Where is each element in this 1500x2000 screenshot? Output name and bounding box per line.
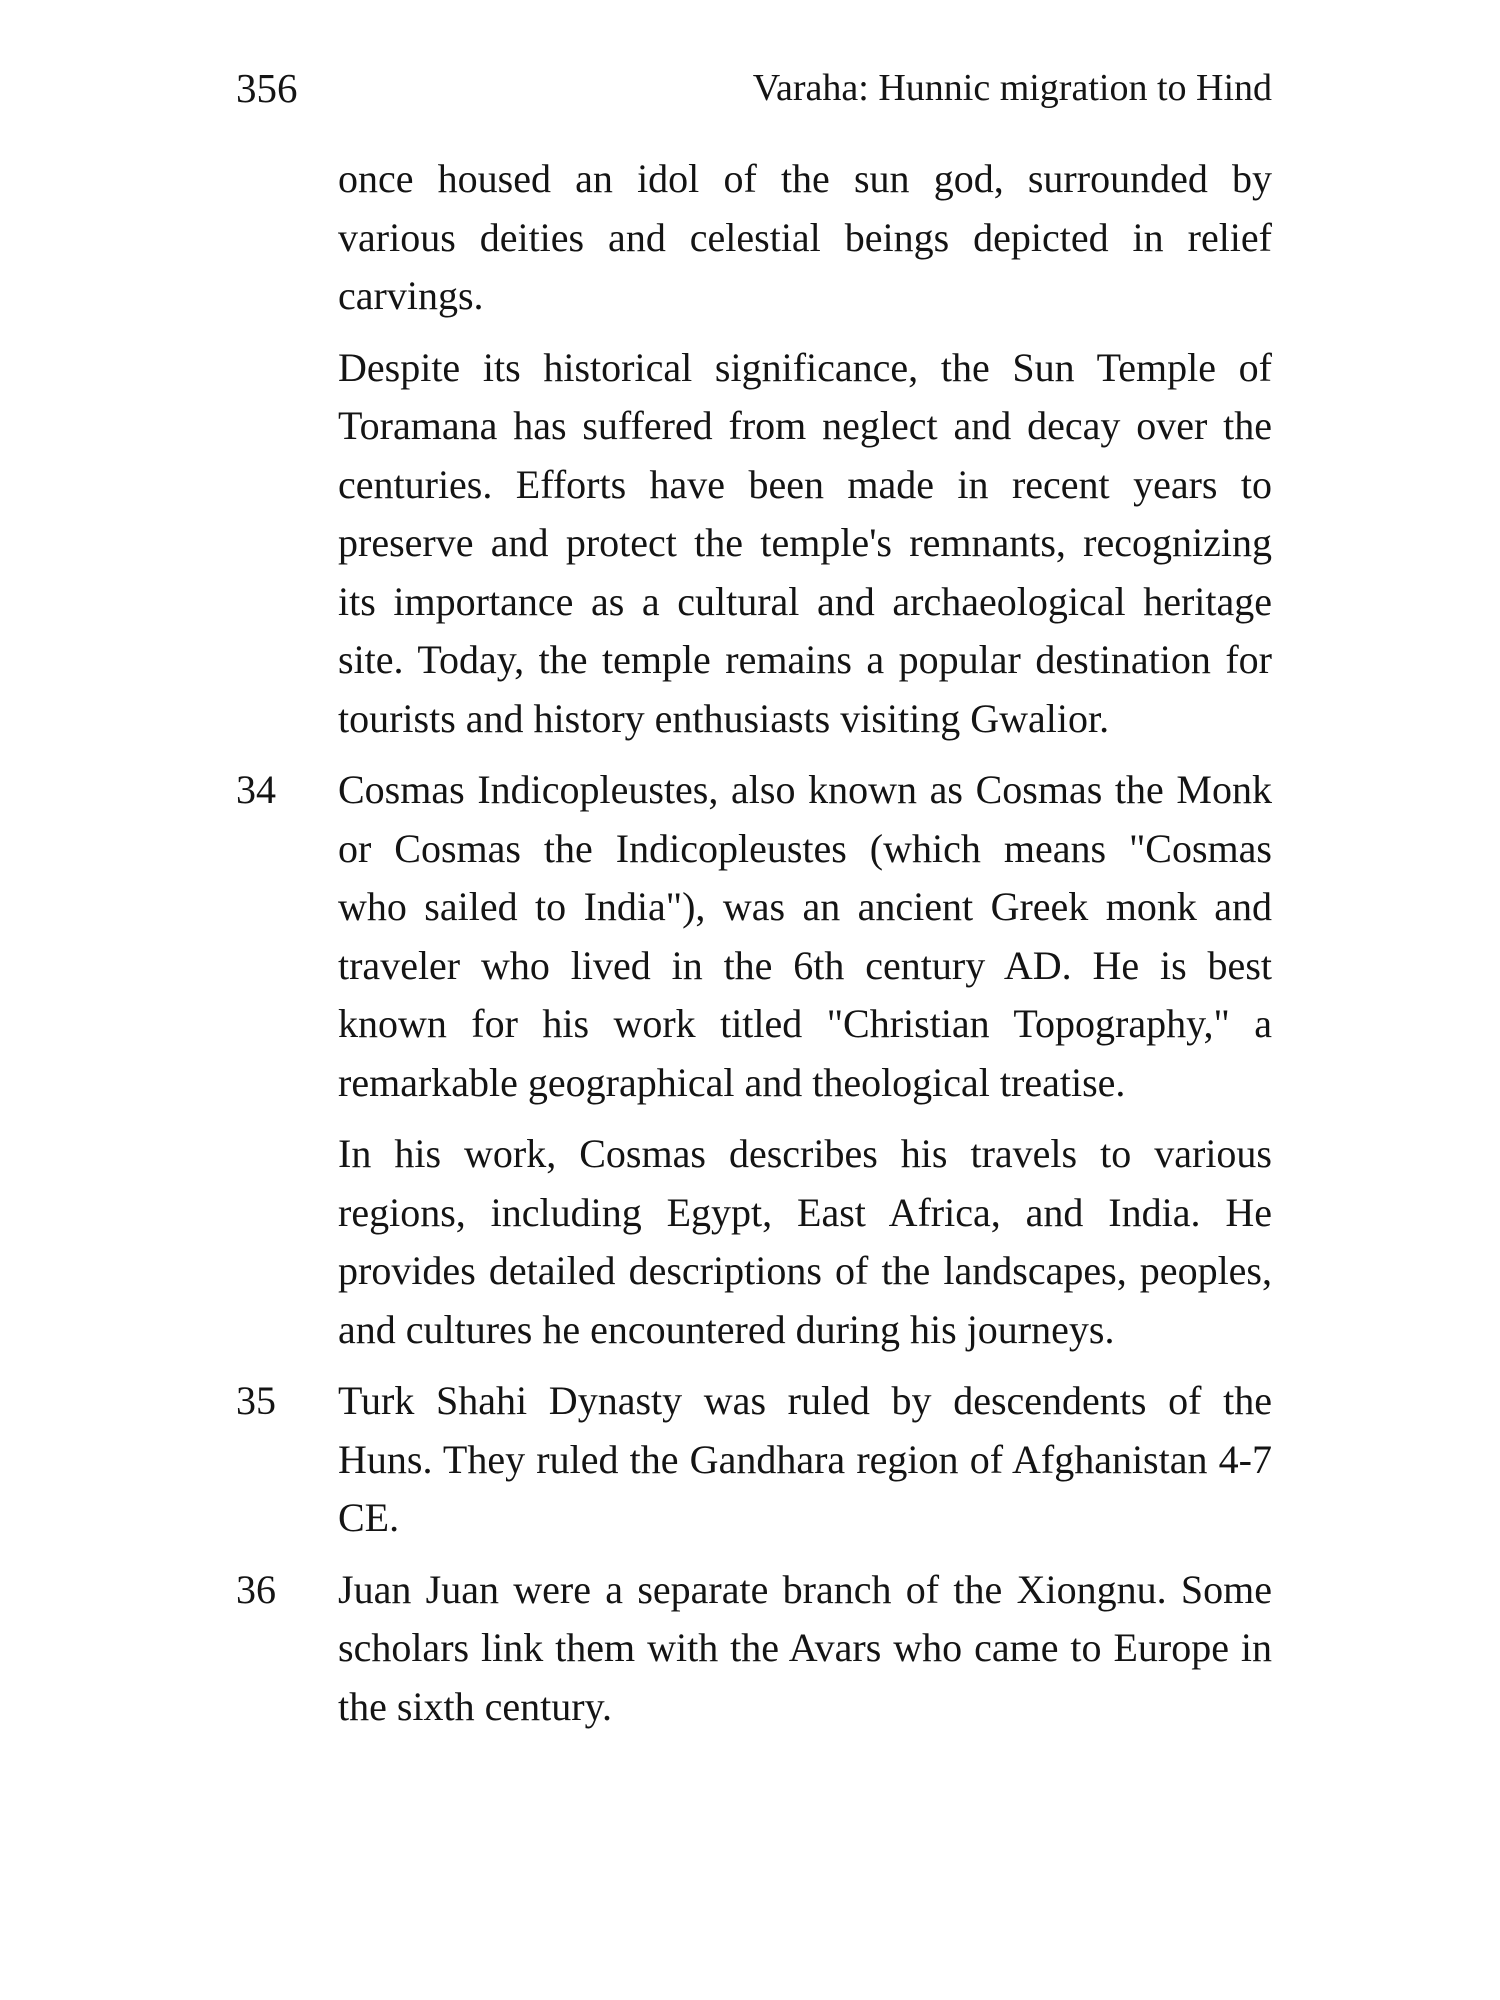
- note-text: Despite its historical significance, the Sun Temple of Toramana has suffered from neglect and decay over the centuries. Efforts have been made in recent years to preserve and protect the temple's remnants, recognizing its importance as a cultural and archaeological heritage site. Today, the temple remains a popular destination for tourists and history enthusiasts visiting Gwalior.: [338, 344, 1272, 741]
- notes-content: [236, 150, 1272, 1749]
- note-text: Turk Shahi Dynasty was ruled by descendents of the Huns. They ruled the Gandhara region of Afghanistan 4-7 CE.: [338, 1378, 1272, 1540]
- note-paragraph: [236, 150, 1272, 326]
- note-text: Juan Juan were a separate branch of the Xiongnu. Some scholars link them with the Avars who came to Europe in the sixth century.: [338, 1566, 1272, 1729]
- page-header: [236, 62, 1272, 114]
- note-text: Cosmas Indicopleustes, also known as Cosmas the Monk or Cosmas the Indicopleustes (which means "Cosmas who sailed to India"), was an ancient Greek monk and traveler who lived in the 6th century AD. He is best known for his work titled "Christian Topography," a remarkable geographical and theological treatise.: [338, 767, 1272, 1105]
- note-number: 34: [236, 767, 276, 812]
- note-number: 36: [236, 1566, 276, 1612]
- note-text: once housed an idol of the sun god, surrounded by various deities and celestial beings depicted in relief carvings.: [338, 156, 1272, 318]
- note-paragraph: [236, 339, 1272, 749]
- note-paragraph: [236, 1561, 1272, 1737]
- page-number: 356: [236, 65, 298, 111]
- note-paragraph: [236, 1125, 1272, 1359]
- running-head: Varaha: Hunnic migration to Hind: [752, 67, 1272, 109]
- note-text: In his work, Cosmas describes his travels to various regions, including Egypt, East Africa, and India. He provides detailed descriptions of the landscapes, peoples, and cultures he encountered during his journeys.: [338, 1131, 1272, 1352]
- note-paragraph: [236, 1372, 1272, 1548]
- note-paragraph: [236, 761, 1272, 1112]
- note-number: 35: [236, 1378, 276, 1423]
